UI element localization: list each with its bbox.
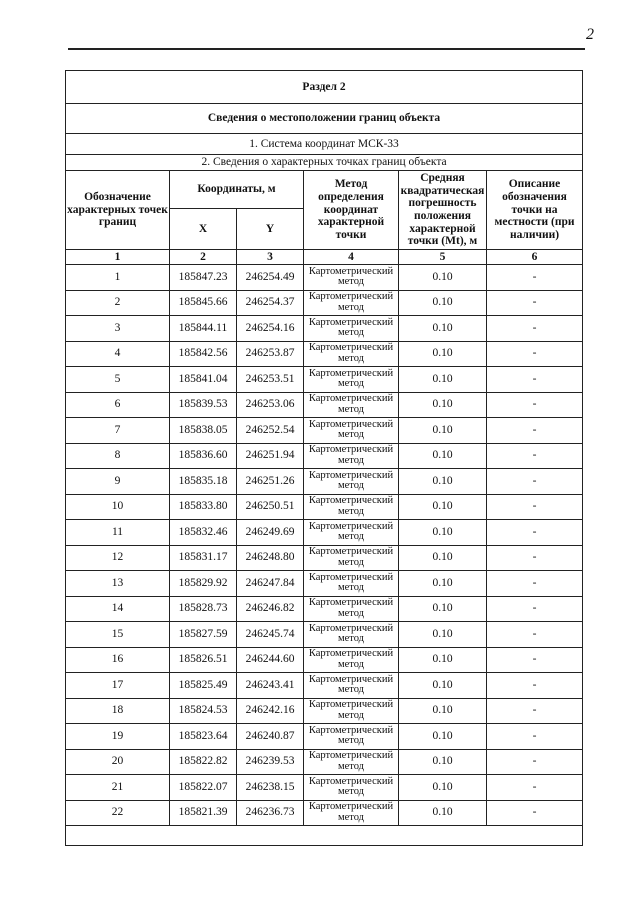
description-cell: - xyxy=(487,443,583,469)
method-cell: Картометрический метод xyxy=(304,545,399,571)
point-number-cell: 22 xyxy=(66,800,170,826)
description-cell: - xyxy=(487,596,583,622)
table-row xyxy=(66,469,583,495)
method-cell: Картометрический метод xyxy=(304,392,399,418)
coord-x-cell: 185831.17 xyxy=(170,545,237,571)
table-row xyxy=(66,724,583,750)
method-cell: Картометрический метод xyxy=(304,418,399,444)
point-number-cell: 13 xyxy=(66,571,170,597)
method-cell: Картометрический метод xyxy=(304,800,399,826)
coord-y-cell: 246242.16 xyxy=(237,698,304,724)
table-row xyxy=(66,367,583,393)
coord-x-cell: 185822.07 xyxy=(170,775,237,801)
table-row xyxy=(66,265,583,291)
header-error: Средняя квадратическая погрешность положения характерной точки (Mt), м xyxy=(399,171,487,250)
coord-y-cell: 246248.80 xyxy=(237,545,304,571)
error-cell: 0.10 xyxy=(399,749,487,775)
description-cell: - xyxy=(487,698,583,724)
error-cell: 0.10 xyxy=(399,520,487,546)
description-cell: - xyxy=(487,341,583,367)
coord-x-cell: 185838.05 xyxy=(170,418,237,444)
error-cell: 0.10 xyxy=(399,469,487,495)
error-cell: 0.10 xyxy=(399,673,487,699)
point-number-cell: 15 xyxy=(66,622,170,648)
description-cell: - xyxy=(487,749,583,775)
table-row xyxy=(66,545,583,571)
error-cell: 0.10 xyxy=(399,494,487,520)
section-title: Раздел 2 xyxy=(66,71,583,104)
coord-y-cell: 246254.16 xyxy=(237,316,304,342)
table-row xyxy=(66,673,583,699)
top-rule xyxy=(68,48,585,50)
coord-x-cell: 185826.51 xyxy=(170,647,237,673)
method-cell: Картометрический метод xyxy=(304,673,399,699)
point-number-cell: 5 xyxy=(66,367,170,393)
table-row xyxy=(66,341,583,367)
point-number-cell: 21 xyxy=(66,775,170,801)
description-cell: - xyxy=(487,520,583,546)
coordinate-system-line: 1. Система координат МСК-33 xyxy=(66,134,583,155)
point-number-cell: 10 xyxy=(66,494,170,520)
method-cell: Картометрический метод xyxy=(304,469,399,495)
coord-y-cell: 246254.37 xyxy=(237,290,304,316)
coord-x-cell: 185845.66 xyxy=(170,290,237,316)
table-row xyxy=(66,290,583,316)
header-coordinates: Координаты, м xyxy=(170,171,304,209)
table-row xyxy=(66,622,583,648)
method-cell: Картометрический метод xyxy=(304,596,399,622)
error-cell: 0.10 xyxy=(399,316,487,342)
table-row xyxy=(66,571,583,597)
column-number: 6 xyxy=(487,250,583,265)
table-row xyxy=(66,596,583,622)
coord-y-cell: 246243.41 xyxy=(237,673,304,699)
method-cell: Картометрический метод xyxy=(304,571,399,597)
column-number: 3 xyxy=(237,250,304,265)
coord-x-cell: 185839.53 xyxy=(170,392,237,418)
coord-y-cell: 246239.53 xyxy=(237,749,304,775)
point-number-cell: 19 xyxy=(66,724,170,750)
coord-x-cell: 185821.39 xyxy=(170,800,237,826)
header-method: Метод определения координат характерной точки xyxy=(304,171,399,250)
coord-x-cell: 185832.46 xyxy=(170,520,237,546)
column-number: 5 xyxy=(399,250,487,265)
error-cell: 0.10 xyxy=(399,367,487,393)
method-cell: Картометрический метод xyxy=(304,443,399,469)
description-cell: - xyxy=(487,800,583,826)
point-number-cell: 1 xyxy=(66,265,170,291)
error-cell: 0.10 xyxy=(399,800,487,826)
table-row xyxy=(66,316,583,342)
point-number-cell: 11 xyxy=(66,520,170,546)
error-cell: 0.10 xyxy=(399,775,487,801)
method-cell: Картометрический метод xyxy=(304,316,399,342)
error-cell: 0.10 xyxy=(399,596,487,622)
description-cell: - xyxy=(487,673,583,699)
coord-x-cell: 185822.82 xyxy=(170,749,237,775)
table-row xyxy=(66,418,583,444)
points-info-line: 2. Сведения о характерных точках границ объекта xyxy=(66,155,583,171)
coord-y-cell: 246251.94 xyxy=(237,443,304,469)
error-cell: 0.10 xyxy=(399,647,487,673)
error-cell: 0.10 xyxy=(399,545,487,571)
method-cell: Картометрический метод xyxy=(304,290,399,316)
method-cell: Картометрический метод xyxy=(304,647,399,673)
method-cell: Картометрический метод xyxy=(304,494,399,520)
table-row xyxy=(66,800,583,826)
coord-y-cell: 246246.82 xyxy=(237,596,304,622)
point-number-cell: 9 xyxy=(66,469,170,495)
description-cell: - xyxy=(487,494,583,520)
coord-y-cell: 246250.51 xyxy=(237,494,304,520)
point-number-cell: 18 xyxy=(66,698,170,724)
empty-cell xyxy=(66,826,583,846)
error-cell: 0.10 xyxy=(399,571,487,597)
column-number: 2 xyxy=(170,250,237,265)
coord-y-cell: 246244.60 xyxy=(237,647,304,673)
method-cell: Картометрический метод xyxy=(304,622,399,648)
error-cell: 0.10 xyxy=(399,392,487,418)
error-cell: 0.10 xyxy=(399,418,487,444)
description-cell: - xyxy=(487,545,583,571)
description-cell: - xyxy=(487,265,583,291)
table-row xyxy=(66,775,583,801)
description-cell: - xyxy=(487,775,583,801)
description-cell: - xyxy=(487,469,583,495)
description-cell: - xyxy=(487,647,583,673)
point-number-cell: 12 xyxy=(66,545,170,571)
method-cell: Картометрический метод xyxy=(304,520,399,546)
method-cell: Картометрический метод xyxy=(304,775,399,801)
coord-y-cell: 246254.49 xyxy=(237,265,304,291)
description-cell: - xyxy=(487,622,583,648)
table-row xyxy=(66,520,583,546)
header-x: X xyxy=(170,209,237,250)
method-cell: Картометрический метод xyxy=(304,341,399,367)
table-row xyxy=(66,392,583,418)
table-row xyxy=(66,494,583,520)
header-point-designation: Обозначение характерных точек границ xyxy=(66,171,170,250)
point-number-cell: 14 xyxy=(66,596,170,622)
point-number-cell: 7 xyxy=(66,418,170,444)
description-cell: - xyxy=(487,724,583,750)
description-cell: - xyxy=(487,290,583,316)
header-description: Описание обозначения точки на местности (при наличии) xyxy=(487,171,583,250)
description-cell: - xyxy=(487,367,583,393)
coord-x-cell: 185841.04 xyxy=(170,367,237,393)
method-cell: Картометрический метод xyxy=(304,749,399,775)
coord-y-cell: 246251.26 xyxy=(237,469,304,495)
coord-y-cell: 246252.54 xyxy=(237,418,304,444)
coord-x-cell: 185824.53 xyxy=(170,698,237,724)
column-number: 4 xyxy=(304,250,399,265)
table-row xyxy=(66,698,583,724)
table-row xyxy=(66,749,583,775)
coord-x-cell: 185829.92 xyxy=(170,571,237,597)
error-cell: 0.10 xyxy=(399,341,487,367)
page-number: 2 xyxy=(586,26,594,43)
error-cell: 0.10 xyxy=(399,443,487,469)
error-cell: 0.10 xyxy=(399,622,487,648)
coord-y-cell: 246253.51 xyxy=(237,367,304,393)
coord-x-cell: 185833.80 xyxy=(170,494,237,520)
coord-x-cell: 185835.18 xyxy=(170,469,237,495)
description-cell: - xyxy=(487,418,583,444)
point-number-cell: 3 xyxy=(66,316,170,342)
boundary-points-table xyxy=(65,70,583,846)
coord-y-cell: 246253.87 xyxy=(237,341,304,367)
coord-y-cell: 246247.84 xyxy=(237,571,304,597)
coord-y-cell: 246240.87 xyxy=(237,724,304,750)
column-numbers-row xyxy=(66,250,583,265)
description-cell: - xyxy=(487,571,583,597)
table-row xyxy=(66,647,583,673)
coord-x-cell: 185825.49 xyxy=(170,673,237,699)
coord-y-cell: 246249.69 xyxy=(237,520,304,546)
method-cell: Картометрический метод xyxy=(304,724,399,750)
method-cell: Картометрический метод xyxy=(304,367,399,393)
error-cell: 0.10 xyxy=(399,290,487,316)
point-number-cell: 6 xyxy=(66,392,170,418)
point-number-cell: 2 xyxy=(66,290,170,316)
error-cell: 0.10 xyxy=(399,265,487,291)
header-y: Y xyxy=(237,209,304,250)
coord-x-cell: 185842.56 xyxy=(170,341,237,367)
coord-x-cell: 185836.60 xyxy=(170,443,237,469)
coord-x-cell: 185827.59 xyxy=(170,622,237,648)
description-cell: - xyxy=(487,316,583,342)
section-subtitle: Сведения о местоположении границ объекта xyxy=(66,104,583,134)
coord-x-cell: 185828.73 xyxy=(170,596,237,622)
coord-y-cell: 246236.73 xyxy=(237,800,304,826)
coord-x-cell: 185823.64 xyxy=(170,724,237,750)
point-number-cell: 8 xyxy=(66,443,170,469)
point-number-cell: 17 xyxy=(66,673,170,699)
point-number-cell: 20 xyxy=(66,749,170,775)
column-number: 1 xyxy=(66,250,170,265)
point-number-cell: 16 xyxy=(66,647,170,673)
coord-x-cell: 185847.23 xyxy=(170,265,237,291)
description-cell: - xyxy=(487,392,583,418)
error-cell: 0.10 xyxy=(399,724,487,750)
method-cell: Картометрический метод xyxy=(304,698,399,724)
coord-y-cell: 246245.74 xyxy=(237,622,304,648)
coord-y-cell: 246253.06 xyxy=(237,392,304,418)
error-cell: 0.10 xyxy=(399,698,487,724)
table-row xyxy=(66,443,583,469)
point-number-cell: 4 xyxy=(66,341,170,367)
coord-y-cell: 246238.15 xyxy=(237,775,304,801)
coord-x-cell: 185844.11 xyxy=(170,316,237,342)
table-end-row xyxy=(66,826,583,846)
method-cell: Картометрический метод xyxy=(304,265,399,291)
